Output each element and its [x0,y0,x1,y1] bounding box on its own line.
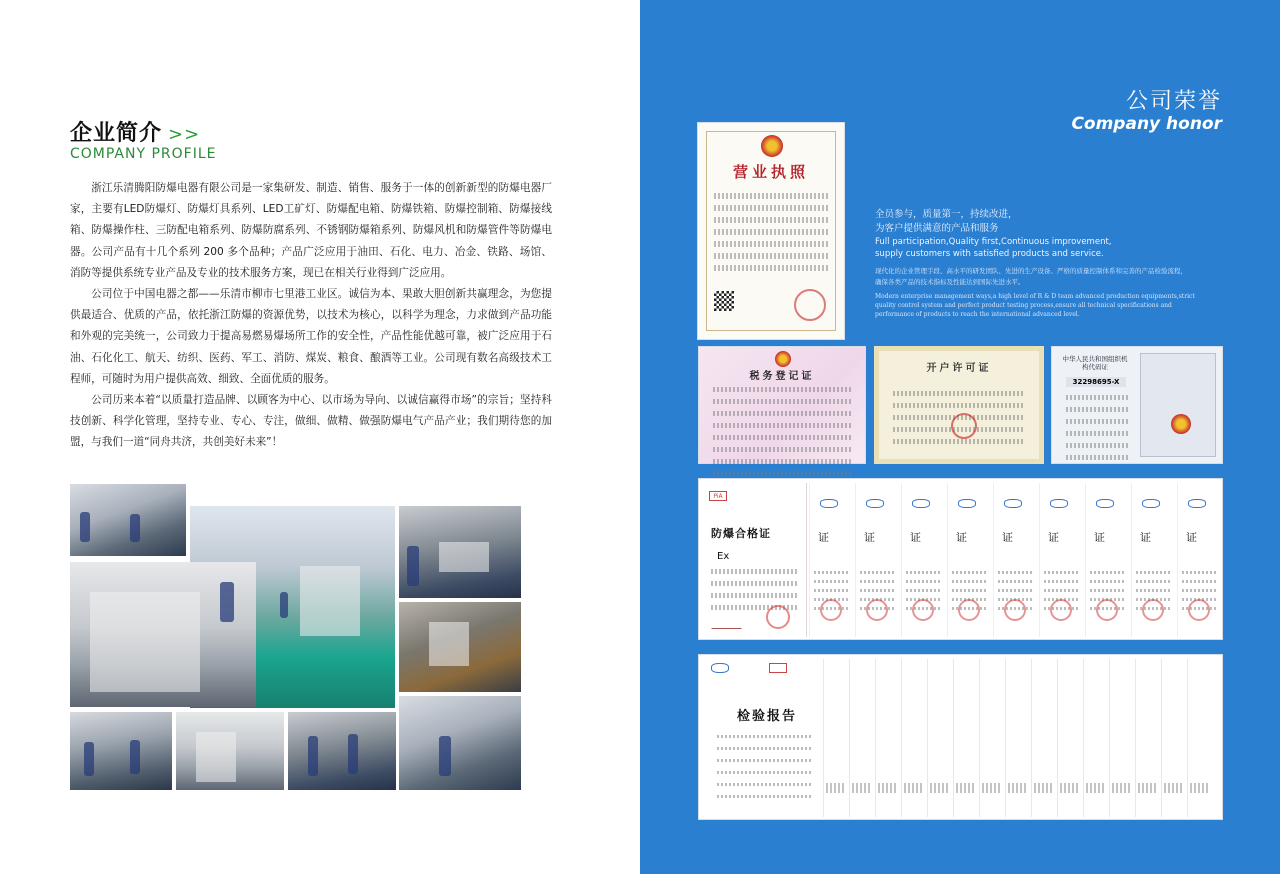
certificate-page-label: 证 [1002,531,1013,544]
certificate-page [1039,483,1083,637]
double-arrow-icon: >> [168,124,201,145]
profile-paragraph-1: 浙江乐清腾阳防爆电器有限公司是一家集研发、制造、销售、服务于一体的创新新型的防爆电器厂家，主要有LED防爆灯、防爆灯具系列、LED工矿灯、防爆配电箱、防爆铁箱、防爆控制箱、防爆接线箱、防爆操作柱、三防配电箱系列、防爆防腐系列、不锈钢防爆箱系列、防爆风机和防爆管件等防爆电器。公司产品有十几个系列 200 多个品种；产品广泛应用于油田、石化、电力、冶金、铁路、场馆、消防等提供系统专业产品及专业的技术服务方案，现已在相关行业得到广泛应用。 [70,182,552,279]
cqst-logo-icon [912,499,930,508]
certificate-page-label: 证 [956,531,967,544]
right-page [640,0,1280,874]
report-page [1109,659,1133,817]
report-page [1005,659,1029,817]
cqst-logo-icon [866,499,884,508]
cqst-logo-icon [1142,499,1160,508]
certificate-page-label: 证 [910,531,921,544]
certificate-page [1131,483,1175,637]
seal-stamp-icon [794,289,826,321]
report-page [927,659,951,817]
slogan-en-line-2: supply customers with satisfied products and service. [875,249,1104,259]
desc-zh-line-2: 确保各类产品的技术指标及性能达到国际先进水平。 [875,278,1025,286]
factory-photo-assembly-1 [70,712,172,790]
business-license-title: 营业执照 [732,163,809,181]
certificate-page [901,483,945,637]
honor-desc-zh [875,266,1195,288]
certificate-page-label: 证 [1140,531,1151,544]
business-license-certificate [697,122,845,340]
certificate-page [1085,483,1129,637]
certificate-page [809,483,853,637]
inspection-report-title: 检验报告 [737,709,798,724]
report-page [1083,659,1107,817]
seal-stamp-icon [866,599,888,621]
pia-logo-icon [769,663,787,673]
honor-slogan-zh [875,208,1018,236]
desc-zh-line-1: 现代化的企业管理手段、高水平的研发团队、先进的生产设备、严格的质量控制体系和完善的产品检验流程， [875,267,1187,275]
report-page [1057,659,1081,817]
report-page [1161,659,1185,817]
factory-photo-machine [70,562,256,707]
seal-stamp-icon [951,413,977,439]
seal-stamp-icon [820,599,842,621]
org-certificate-copy [1140,353,1216,457]
profile-paragraph-2: 公司位于中国电器之都——乐清市柳市七里港工业区。诚信为本、果敢大胆创新共赢理念，为您提供最适合、优质的产品，依托浙江防爆的资源优势，以技术为核心，以科学为理念，力求做到产品功能和外观的完美统一，公司致力于提高易燃易爆场所工作的安全性，产品性能优越可靠，被广泛应用于石油、石化化工、航天、纺织、医药、军工、消防、煤炭、粮食、酿酒等工业。公司现有数名高级技术工程师，可随时为用户提供高效、细致、全面优质的服务。 [70,288,552,385]
pia-logo-icon: PiA [709,491,727,501]
report-page [849,659,873,817]
honor-slogan-en [875,236,1112,260]
cqst-logo-icon [958,499,976,508]
cqst-logo-icon [1004,499,1022,508]
certificate-page [993,483,1037,637]
report-page [823,659,847,817]
honor-title-zh: 公司荣誉 [1125,89,1222,114]
national-emblem-icon [775,351,791,367]
profile-body [70,178,552,454]
seal-stamp-icon [1188,599,1210,621]
org-certificate-title: 中华人民共和国组织机构代码证 [1062,355,1128,371]
explosion-proof-certificates [698,478,1223,640]
factory-photo-assembly-2 [176,712,284,790]
tax-registration-certificate [698,346,866,464]
seal-stamp-icon [1096,599,1118,621]
report-page [901,659,925,817]
report-page [875,659,899,817]
cqst-logo-icon [1188,499,1206,508]
explosion-proof-title: 防爆合格证 [711,527,771,540]
certificate-page-label: 证 [1048,531,1059,544]
seal-stamp-icon [1050,599,1072,621]
factory-photo-parts [399,602,521,692]
cqst-logo-icon [711,663,729,673]
factory-photo-workers [70,484,186,556]
slogan-zh-line-1: 全员参与，质量第一，持续改进， [875,209,1018,220]
account-permit-title: 开户许可证 [926,363,992,374]
factory-photo-lathe-operator [399,696,521,790]
honor-title-en: Company honor [1071,114,1222,134]
profile-title-en: COMPANY PROFILE [70,146,217,162]
seal-stamp-icon [958,599,980,621]
slogan-en-line-1: Full participation,Quality first,Continuous improvement, [875,237,1112,247]
certificate-page-label: 证 [864,531,875,544]
profile-title [70,116,200,147]
factory-photo-lathes [399,506,521,598]
qr-code-icon [714,291,734,311]
org-code-number: 32298695-X [1066,377,1126,387]
ex-mark: Ex [717,551,730,562]
factory-photo-assembly-3 [288,712,396,790]
report-page [1187,659,1211,817]
cqst-logo-icon [1096,499,1114,508]
seal-stamp-icon [1004,599,1026,621]
seal-stamp-icon [912,599,934,621]
certificate-page-label: 证 [1094,531,1105,544]
profile-title-zh: 企业简介 [70,121,163,146]
certificate-page-label: 证 [1186,531,1197,544]
seal-stamp-icon [766,605,790,629]
seal-stamp-icon [1142,599,1164,621]
national-emblem-icon [761,135,783,157]
report-page [953,659,977,817]
report-page [1031,659,1055,817]
slogan-zh-line-2: 为客户提供满意的产品和服务 [875,223,999,234]
tax-certificate-title: 税务登记证 [749,371,815,382]
cqst-logo-icon [1050,499,1068,508]
inspection-reports [698,654,1223,820]
signature-icon [711,617,744,629]
certificate-page [1177,483,1221,637]
inspection-report-cover [703,659,819,817]
explosion-proof-certificate-cover [703,483,807,637]
profile-paragraph-3: 公司历来本着“以质量打造品牌、以顾客为中心、以市场为导向、以诚信赢得市场”的宗旨；坚持科技创新、科学化管理，坚持专业、专心、专注，做细、做精、做强防爆电气产品产业；我们期待您的加盟，与我们一道“同舟共济，共创美好未来”！ [70,394,552,449]
honor-desc-en: Modern enterprise management ways,a high level of R & D team advanced production equipments,strict quality control system and perfect product testing process,ensure all technical specifications and performance of products to reach the international advanced level. [875,293,1195,318]
report-page [979,659,1003,817]
national-emblem-icon [1171,414,1191,434]
account-permit-certificate [874,346,1044,464]
certificate-page [855,483,899,637]
certificate-page [947,483,991,637]
certificate-page-label: 证 [818,531,829,544]
cqst-logo-icon [820,499,838,508]
organization-code-certificate [1051,346,1223,464]
report-page [1135,659,1159,817]
